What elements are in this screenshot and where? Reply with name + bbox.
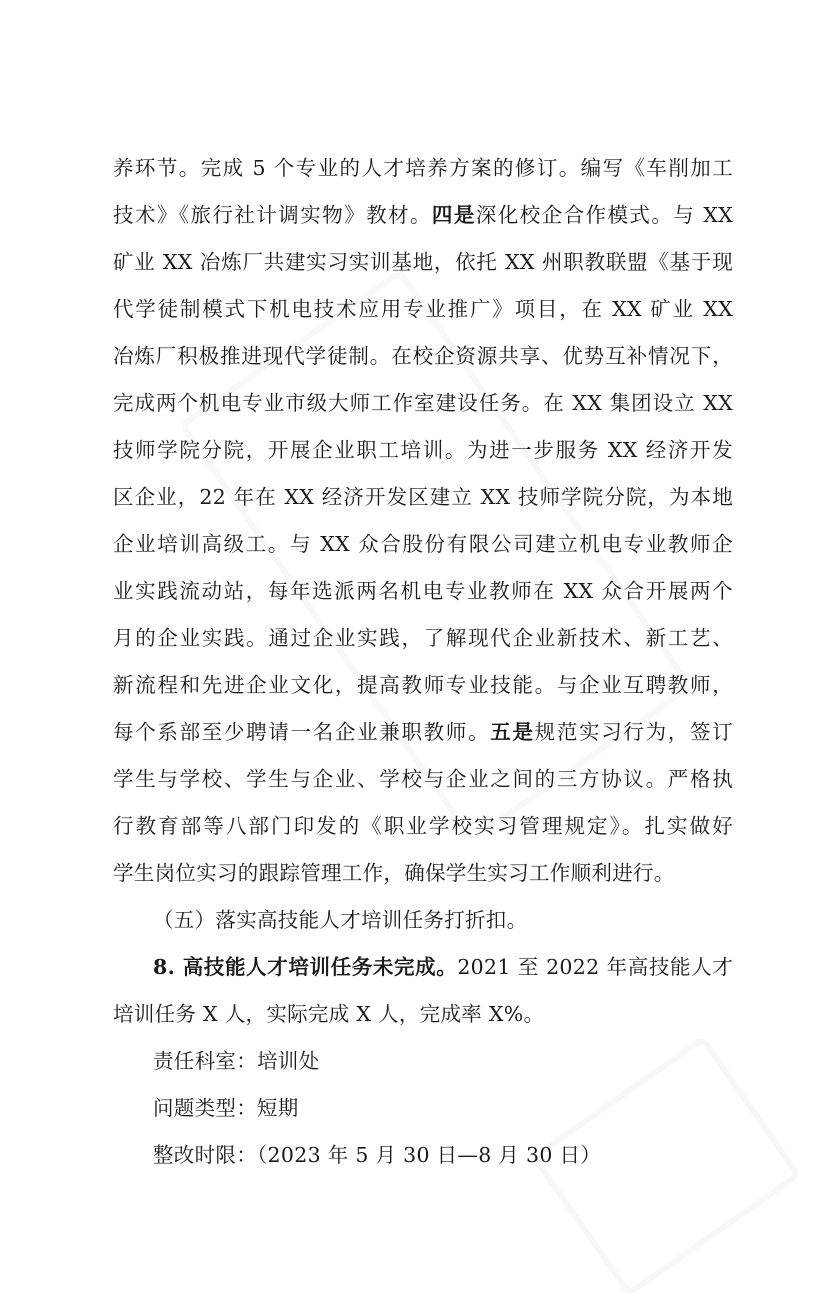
text-line-7: 技师学院分院，开展企业职工培训。为进一步服务 XX 经济开发 bbox=[113, 438, 733, 462]
section-heading: （五）落实高技能人才培训任务打折扣。 bbox=[153, 908, 528, 932]
text-line-4: 代学徒制模式下机电技术应用专业推广》项目，在 XX 矿业 XX bbox=[113, 297, 733, 321]
text-line-17: 培训任务 X 人，实际完成 X 人，完成率 X%。 bbox=[113, 1002, 545, 1026]
text-line-6: 完成两个机电专业市级大师工作室建设任务。在 XX 集团设立 XX bbox=[113, 391, 733, 415]
text-line-1: 养环节。完成 5 个专业的人才培养方案的修订。编写《车削加工 bbox=[113, 156, 733, 180]
bold-marker: 四是 bbox=[431, 203, 476, 227]
text-segment: 技术》《旅行社计调实物》教材。 bbox=[113, 203, 432, 227]
text-line-15: 行教育部等八部门印发的《职业学校实习管理规定》。扎实做好 bbox=[113, 814, 733, 838]
text-line-3: 矿业 XX 冶炼厂共建实习实训基地，依托 XX 州职教联盟《基于现 bbox=[113, 250, 733, 274]
text-line-8: 区企业，22 年在 XX 经济开发区建立 XX 技师学院分院，为本地 bbox=[113, 485, 733, 509]
text-line-5: 冶炼厂积极推进现代学徒制。在校企资源共享、优势互补情况下， bbox=[113, 344, 733, 368]
text-segment: 深化校企合作模式。与 XX bbox=[475, 203, 734, 227]
text-segment: 2021 至 2022 年高技能人才 bbox=[457, 955, 733, 979]
item-title: 8. 高技能人才培训任务未完成。 bbox=[153, 955, 458, 979]
text-line-2 bbox=[113, 200, 733, 230]
problem-type: 问题类型：短期 bbox=[153, 1096, 299, 1120]
text-line-16: 学生岗位实习的跟踪管理工作，确保学生实习工作顺利进行。 bbox=[113, 861, 675, 885]
deadline: 整改时限：（2023 年 5 月 30 日—8 月 30 日） bbox=[153, 1143, 602, 1167]
bold-marker: 五是 bbox=[490, 720, 535, 744]
text-line-9: 企业培训高级工。与 XX 众合股份有限公司建立机电专业教师企 bbox=[113, 532, 733, 556]
text-line-10: 业实践流动站，每年选派两名机电专业教师在 XX 众合开展两个 bbox=[113, 579, 733, 603]
text-line-13 bbox=[113, 717, 733, 747]
responsible-dept: 责任科室：培训处 bbox=[153, 1049, 320, 1073]
item-heading bbox=[153, 952, 733, 982]
text-line-12: 新流程和先进企业文化，提高教师专业技能。与企业互聘教师， bbox=[113, 673, 733, 697]
text-line-11: 月的企业实践。通过企业实践，了解现代企业新技术、新工艺、 bbox=[113, 626, 733, 650]
text-segment: 规范实习行为，签订 bbox=[534, 720, 733, 744]
text-line-14: 学生与学校、学生与企业、学校与企业之间的三方协议。严格执 bbox=[113, 767, 733, 791]
text-segment: 每个系部至少聘请一名企业兼职教师。 bbox=[113, 720, 491, 744]
